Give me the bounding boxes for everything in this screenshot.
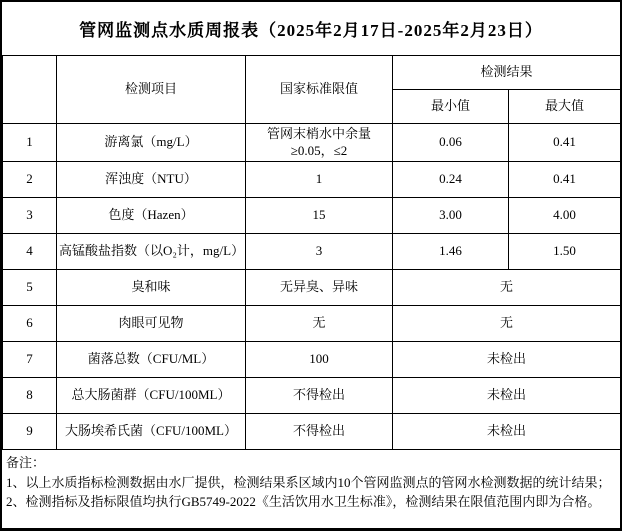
row-number-cell: 1 (3, 124, 57, 162)
item-header: 检测项目 (57, 56, 246, 124)
row-number-cell: 7 (3, 342, 57, 378)
result-cell: 无 (393, 270, 621, 306)
standard-cell: 无 (246, 306, 393, 342)
row-number-cell: 9 (3, 414, 57, 450)
index-header (3, 56, 57, 124)
result-cell: 未检出 (393, 378, 621, 414)
standard-cell: 100 (246, 342, 393, 378)
result-cell: 无 (393, 306, 621, 342)
min-value-cell: 0.24 (393, 162, 509, 198)
min-value-cell: 3.00 (393, 198, 509, 234)
standard-cell: 管网末梢水中余量≥0.05，≤2 (246, 124, 393, 162)
table-row (3, 306, 621, 342)
row-number-cell: 8 (3, 378, 57, 414)
item-cell: 游离氯（mg/L） (57, 124, 246, 162)
max-value-cell: 4.00 (509, 198, 621, 234)
row-number-cell: 6 (3, 306, 57, 342)
table-row (3, 234, 621, 270)
standard-header: 国家标准限值 (246, 56, 393, 124)
item-cell: 菌落总数（CFU/ML） (57, 342, 246, 378)
result-header: 检测结果 (393, 56, 621, 90)
item-cell: 臭和味 (57, 270, 246, 306)
standard-cell: 无异臭、异味 (246, 270, 393, 306)
row-number-cell: 2 (3, 162, 57, 198)
table-row (3, 378, 621, 414)
row-number-cell: 4 (3, 234, 57, 270)
standard-cell: 不得检出 (246, 378, 393, 414)
max-value-cell: 1.50 (509, 234, 621, 270)
row-number-cell: 5 (3, 270, 57, 306)
row-number-cell: 3 (3, 198, 57, 234)
note-line: 1、以上水质指标检测数据由水厂提供，检测结果系区域内10个管网监测点的管网水检测数据的统计结果； (6, 474, 611, 490)
water-quality-table (2, 55, 621, 450)
table-row (3, 414, 621, 450)
notes-section (2, 450, 620, 512)
item-cell: 色度（Hazen） (57, 198, 246, 234)
max-header: 最大值 (509, 90, 621, 124)
max-value-cell: 0.41 (509, 162, 621, 198)
report-title: 管网监测点水质周报表（2025年2月17日-2025年2月23日） (79, 21, 543, 40)
item-cell: 总大肠菌群（CFU/100ML） (57, 378, 246, 414)
item-cell: 肉眼可见物 (57, 306, 246, 342)
table-row (3, 270, 621, 306)
table-row (3, 162, 621, 198)
note-line: 2、检测指标及指标限值均执行GB5749-2022《生活饮用水卫生标准》，检测结果在限值范围内即为合格。 (6, 494, 601, 509)
standard-cell: 3 (246, 234, 393, 270)
min-value-cell: 0.06 (393, 124, 509, 162)
item-cell: 高锰酸盐指数（以O₂计，mg/L） (57, 234, 246, 270)
table-row (3, 342, 621, 378)
standard-cell: 1 (246, 162, 393, 198)
item-cell: 大肠埃希氏菌（CFU/100ML） (57, 414, 246, 450)
table-row (3, 198, 621, 234)
notes-label: 备注： (6, 455, 46, 470)
item-cell: 浑浊度（NTU） (57, 162, 246, 198)
result-cell: 未检出 (393, 414, 621, 450)
result-cell: 未检出 (393, 342, 621, 378)
standard-cell: 不得检出 (246, 414, 393, 450)
table-row (3, 124, 621, 162)
min-value-cell: 1.46 (393, 234, 509, 270)
standard-cell: 15 (246, 198, 393, 234)
max-value-cell: 0.41 (509, 124, 621, 162)
min-header: 最小值 (393, 90, 509, 124)
